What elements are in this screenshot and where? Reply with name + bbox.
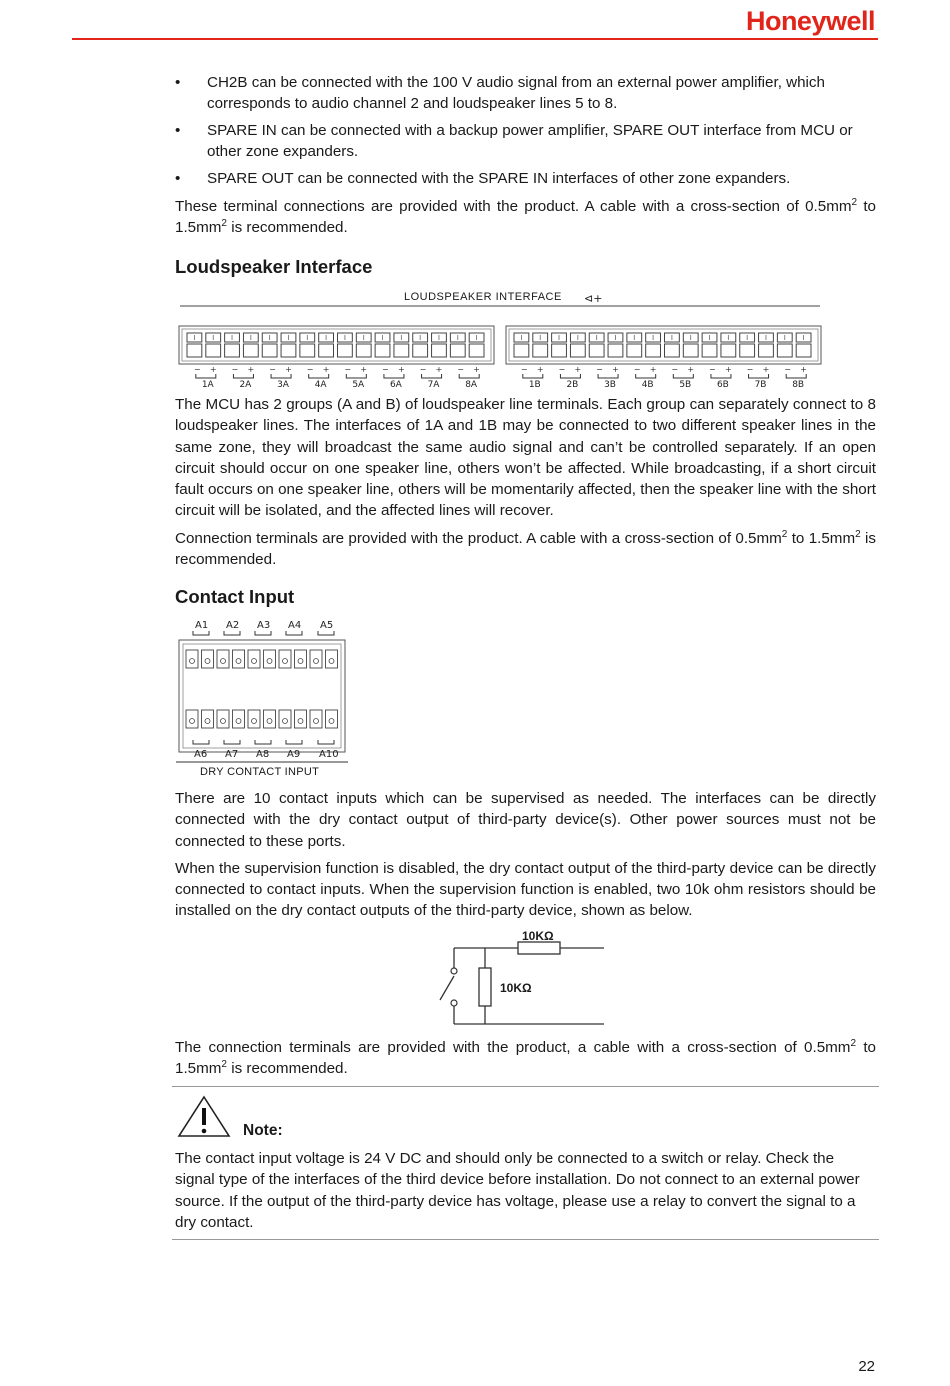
brand-logo: Honeywell xyxy=(745,6,875,36)
svg-text:−: − xyxy=(269,365,276,374)
speaker-line-label: 2A xyxy=(239,380,252,390)
resistor-schematic xyxy=(428,924,610,1030)
speaker-line-label: 3B xyxy=(604,380,616,390)
contact-label-top: A4 xyxy=(288,620,302,631)
loudspeaker-figure-title: LOUDSPEAKER INTERFACE xyxy=(404,291,562,303)
svg-text:−: − xyxy=(708,365,716,374)
speaker-line-label: 5B xyxy=(679,380,692,390)
contact-label-top: A2 xyxy=(226,620,240,631)
svg-text:+: + xyxy=(574,365,582,374)
contact-description: There are 10 contact inputs which can be supervised as needed. The interfaces can be directly connected with the dry contact output of third-party device(s). Other power sources must not be connected to these ports. When the supervision function is disabled, the dry contact output of the third-party device can be directly connected to contact inputs. When the supervision function is enabled, two 10k ohm resistors should be installed on the dry contact outputs of the third-party device, shown as below. xyxy=(175,790,876,920)
speaker-line-label: 7B xyxy=(754,380,767,390)
connection-terminals-paragraph: The connection terminals are provided with the product, a cable with a cross-section of $0.5mm^2$ to $1.5mm^2$ is recommended. xyxy=(175,1037,877,1078)
speaker-line-label: 7A xyxy=(427,380,440,390)
dry-contact-caption: DRY CONTACT INPUT xyxy=(200,766,320,778)
note-bottom-rule xyxy=(172,1239,879,1240)
bullet-item: • SPARE OUT can be connected with the SPARE IN interfaces of other zone expanders. xyxy=(175,170,791,187)
speaker-line-label: 2B xyxy=(566,380,579,390)
note-body: The contact input voltage is 24 V DC and should only be connected to a switch or relay. Check the signal type of the interfaces of the third device before installation. Do not connect to an external power source. If the output of the third-party device has voltage, please use a relay to convert the signal to a dry contact. xyxy=(175,1150,860,1231)
speaker-line-label: 8A xyxy=(465,380,478,390)
contact-label-top: A1 xyxy=(195,620,209,631)
contact-label-bottom: A7 xyxy=(225,749,239,760)
svg-text:+: + xyxy=(247,365,255,374)
svg-text:−: − xyxy=(558,365,566,374)
contact-label-bottom: A9 xyxy=(287,749,301,760)
resistor-label-side: 10KΩ xyxy=(500,981,532,995)
supervision-circuit-drawing xyxy=(428,924,610,1030)
svg-text:−: − xyxy=(306,365,314,374)
svg-text:+: + xyxy=(209,365,217,374)
svg-text:+: + xyxy=(724,365,732,374)
dry-contact-drawing xyxy=(176,616,348,782)
svg-text:−: − xyxy=(193,365,201,374)
svg-text:+: + xyxy=(322,365,330,374)
loudspeaker-description: The MCU has 2 groups (A and B) of loudspeaker line terminals. Each group can separately connect to 8 loudspeaker lines. The interfaces of 1A and 1B may be connected to two different speaker lines in the same zone, they will broadcast the same audio signal and can’t be controlled separately. If an open circuit should occur on one speaker line, others won’t be affected. While broadcasting, if a short circuit fault occurs on one speaker line, others will be momentarily affected, then the speaker line with the short circuit will be isolated, and the affected lines will recover. Connection terminals are provided with the product. A cable with a cross-section of $0.5mm^2$ to $1.5mm^2$ is recommended. xyxy=(175,396,876,569)
contact-label-bottom: A6 xyxy=(194,749,208,760)
svg-text:⊲+: ⊲+ xyxy=(584,292,603,305)
contact-label-bottom: A8 xyxy=(256,749,270,760)
svg-text:−: − xyxy=(596,365,603,374)
svg-text:+: + xyxy=(800,365,807,374)
svg-text:+: + xyxy=(285,365,292,374)
bullet-list xyxy=(175,72,876,189)
speaker-line-label: 1A xyxy=(201,380,214,390)
svg-text:+: + xyxy=(360,365,368,374)
loudspeaker-figure xyxy=(172,286,828,390)
note-title: Note: xyxy=(243,1122,283,1139)
resistor-label-top: 10KΩ xyxy=(522,929,554,943)
speaker-line-label: 3A xyxy=(277,380,289,390)
note-top-rule xyxy=(172,1086,879,1087)
speaker-line-label: 4B xyxy=(641,380,654,390)
speaker-line-label: 1B xyxy=(528,380,541,390)
speaker-line-label: 6B xyxy=(716,380,729,390)
svg-text:−: − xyxy=(671,365,679,374)
loudspeaker-terminals-drawing xyxy=(172,286,828,390)
dry-contact-figure xyxy=(176,616,348,782)
contact-input-heading: Contact Input xyxy=(175,586,295,607)
contact-label-bottom: A10 xyxy=(319,749,339,760)
svg-text:−: − xyxy=(381,365,389,374)
svg-text:−: − xyxy=(419,365,427,374)
svg-text:+: + xyxy=(687,365,695,374)
bullet-item: • SPARE IN can be connected with a backup power amplifier, SPARE OUT interface from MCU or other zone expanders. xyxy=(175,122,853,160)
warning-icon xyxy=(176,1094,232,1140)
loudspeaker-heading: Loudspeaker Interface xyxy=(175,256,373,277)
speaker-line-label: 4A xyxy=(314,380,327,390)
terminals-paragraph: These terminal connections are provided with the product. A cable with a cross-section of $0.5mm^2$ to $1.5mm^2$ is recommended. xyxy=(175,196,876,237)
bullet-section xyxy=(175,72,876,195)
svg-text:−: − xyxy=(784,365,791,374)
speaker-line-label: 6A xyxy=(389,380,402,390)
svg-text:+: + xyxy=(612,365,619,374)
svg-text:+: + xyxy=(435,365,443,374)
speaker-line-label: 8B xyxy=(792,380,805,390)
svg-text:+: + xyxy=(536,365,544,374)
svg-text:−: − xyxy=(457,365,464,374)
svg-text:−: − xyxy=(231,365,239,374)
bullet-item: • CH2B can be connected with the 100 V audio signal from an external power amplifier, which corresponds to audio channel 2 and loudspeaker lines 5 to 8. xyxy=(175,74,825,112)
header-rule xyxy=(72,38,878,40)
svg-text:+: + xyxy=(649,365,657,374)
svg-text:+: + xyxy=(397,365,405,374)
contact-label-top: A3 xyxy=(257,620,271,631)
svg-text:−: − xyxy=(633,365,641,374)
svg-text:+: + xyxy=(473,365,480,374)
svg-text:+: + xyxy=(762,365,770,374)
svg-text:−: − xyxy=(746,365,754,374)
svg-text:−: − xyxy=(520,365,528,374)
speaker-line-label: 5A xyxy=(352,380,365,390)
contact-label-top: A5 xyxy=(320,620,334,631)
svg-text:−: − xyxy=(344,365,352,374)
page-number: 22 xyxy=(858,1358,875,1375)
